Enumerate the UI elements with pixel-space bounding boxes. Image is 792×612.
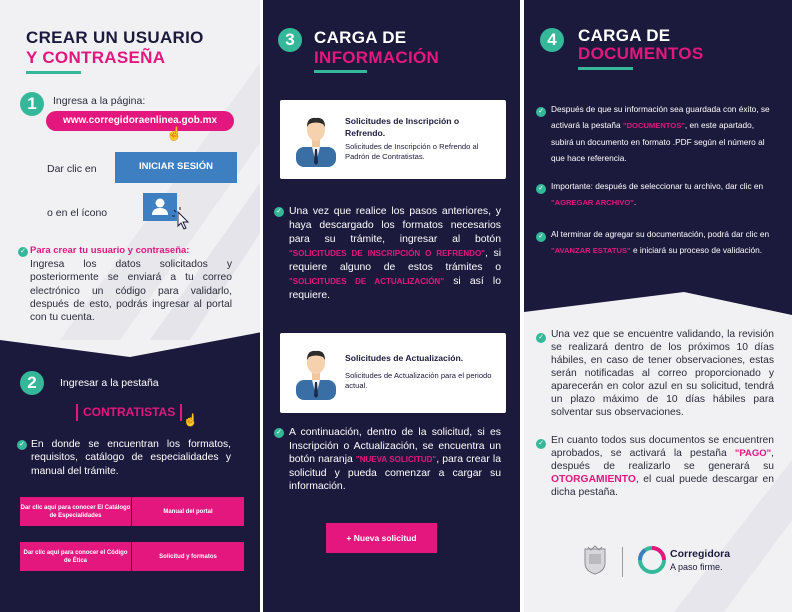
title-line1: CARGA DE bbox=[314, 28, 407, 47]
person-avatar-icon bbox=[290, 346, 342, 400]
check-icon: ✓ bbox=[536, 333, 546, 343]
para2-text: A continuación, dentro de la solicitud, si es Inscripción o Actualización, se encuentra un botón naranja bbox=[289, 427, 501, 465]
card-title: Solicitudes de Inscripción o Refrendo. bbox=[345, 116, 460, 138]
inscription-highlight: "SOLICITUDES DE INSCRIPCIÓN O REFRENDO" bbox=[289, 249, 485, 258]
title-line2: INFORMACIÓN bbox=[314, 48, 440, 67]
para2-text: , para crear la solicitud y pueda comenzar a cargar su información. bbox=[289, 454, 501, 492]
card-update[interactable] bbox=[280, 333, 506, 413]
panel-load-information bbox=[262, 0, 522, 612]
title-underline bbox=[578, 67, 633, 70]
title-line2: Y CONTRASEÑA bbox=[26, 48, 166, 67]
check-icon: ✓ bbox=[274, 428, 284, 438]
person-avatar-icon bbox=[290, 113, 342, 167]
card-subtitle: Solicitudes de Actualización para el periodo actual. bbox=[345, 371, 492, 390]
title-underline bbox=[26, 71, 81, 74]
bullet5-text: En cuanto todos sus documentos se encuentren aprobados, se activará la pestaña bbox=[551, 435, 774, 459]
bullet2-text: . bbox=[633, 197, 637, 207]
check-icon: ✓ bbox=[536, 439, 546, 449]
ethics-code-button[interactable]: Dar clic aquí para conocer el Código de Ética bbox=[20, 542, 131, 571]
step-4-number: 4 bbox=[540, 28, 564, 52]
forms-button[interactable]: Solicitud y formatos bbox=[132, 542, 244, 571]
bullet2 bbox=[551, 178, 776, 211]
step-1-number: 1 bbox=[20, 92, 44, 116]
bullet3-text: e iniciará su proceso de validación. bbox=[632, 245, 763, 255]
advance-status-highlight: "AVANZAR ESTATUS" bbox=[551, 246, 631, 255]
check-icon: ✓ bbox=[536, 184, 546, 194]
bullet2-text: Importante: después de seleccionar tu archivo, dar clic en bbox=[551, 181, 764, 191]
login-button[interactable]: INICIAR SESIÓN bbox=[115, 152, 237, 183]
para1-text: , si requiere alguno de estos trámites o bbox=[289, 248, 502, 273]
card-subtitle: Solicitudes de Inscripción o Refrendo al Padrón de Contratistas. bbox=[345, 142, 479, 161]
panel-separator bbox=[260, 0, 263, 612]
check-icon: ✓ bbox=[536, 232, 546, 242]
card-inscription[interactable] bbox=[280, 100, 506, 179]
logo-divider bbox=[622, 547, 623, 577]
catalog-button[interactable]: Dar clic aquí para conocer El Catálogo de Especialidades bbox=[20, 497, 131, 526]
grant-highlight: OTORGAMIENTO bbox=[551, 474, 636, 485]
bullet3-text: Al terminar de agregar su documentación, podrá dar clic en bbox=[551, 229, 770, 239]
card-title: Solicitudes de Actualización. bbox=[345, 353, 464, 363]
step-2-label: Ingresar a la pestaña bbox=[60, 377, 159, 389]
logo-name: Corregidora bbox=[670, 548, 731, 560]
step-2-number: 2 bbox=[20, 371, 44, 395]
hand-cursor-icon: ☝ bbox=[166, 126, 183, 141]
create-user-heading: Para crear tu usuario y contraseña: bbox=[30, 245, 190, 256]
check-icon: ✓ bbox=[18, 247, 28, 257]
para1 bbox=[289, 205, 501, 303]
payment-highlight: "PAGO" bbox=[734, 448, 772, 459]
title-line2: DOCUMENTOS bbox=[578, 44, 704, 63]
check-icon: ✓ bbox=[274, 207, 284, 217]
click-label: Dar clic en bbox=[47, 163, 97, 175]
para1-text: si así lo requiere. bbox=[289, 276, 502, 301]
icon-label: o en el ícono bbox=[47, 207, 108, 219]
title-line1: CREAR UN USUARIO bbox=[26, 28, 204, 47]
add-file-highlight: "AGREGAR ARCHIVO" bbox=[551, 198, 634, 207]
bullet5 bbox=[551, 434, 774, 499]
corregidora-logo-icon bbox=[637, 545, 667, 575]
bullet1 bbox=[551, 101, 776, 166]
step-1-label: Ingresa a la página: bbox=[53, 95, 146, 107]
update-highlight: "SOLICITUDES DE ACTUALIZACIÓN" bbox=[289, 277, 444, 286]
portal-url-link[interactable]: www.corregidoraenlinea.gob.mx bbox=[46, 111, 234, 131]
hand-cursor-icon: ☝ bbox=[183, 413, 198, 427]
bullet4: Una vez que se encuentre validando, la revisión se realizará dentro de los próximos 10 días hábiles, en caso de tener observaciones, estas serán notificadas al correo proporcionado y aparecerán en color azul en su solicitud, tendrá un plazo máximo de 10 días hábiles para solventar sus observaciones. bbox=[551, 329, 774, 418]
logo-slogan: A paso firme. bbox=[670, 562, 723, 572]
check-icon: ✓ bbox=[536, 107, 546, 117]
para2 bbox=[289, 426, 501, 494]
create-user-body: Ingresa los datos solicitados y posteriormente se enviará a tu correo electrónico un código para validarlo, después de esto, podrás ingresar al portal con tu cuenta. bbox=[30, 259, 232, 324]
panel-load-documents bbox=[524, 0, 792, 612]
bullet1-text: Después de que su información sea guardada con éxito, se activará la pestaña bbox=[551, 104, 770, 130]
coat-of-arms-logo bbox=[582, 545, 608, 575]
step-3-number: 3 bbox=[278, 28, 302, 52]
bullet3 bbox=[551, 226, 776, 259]
title-underline bbox=[314, 70, 367, 73]
documents-highlight: "DOCUMENTOS" bbox=[622, 121, 685, 130]
bullet5-text: , después de realizarlo se generará su bbox=[551, 448, 774, 472]
new-request-button[interactable]: + Nueva solicitud bbox=[326, 523, 437, 553]
pointer-cursor-icon bbox=[170, 206, 194, 230]
bullet5-text: , el cual puede descargar en dicha pestaña. bbox=[551, 474, 774, 498]
tab-contratistas[interactable]: CONTRATISTAS bbox=[76, 404, 182, 421]
para1-text: Una vez que realice los pasos anteriores, y haya descargado los formatos necesarios para su trámite, ingresar al botón bbox=[289, 206, 501, 245]
check-icon: ✓ bbox=[17, 440, 27, 450]
bullet1-text: , en este apartado, subirá un documento en formato .PDF según el número al que hace referencia. bbox=[551, 120, 765, 163]
new-request-highlight: "NUEVA SOLICITUD" bbox=[355, 455, 437, 464]
manual-button[interactable]: Manual del portal bbox=[132, 497, 244, 526]
step-2-body: En donde se encuentran los formatos, requisitos, catálogo de especialidades y manual del trámite. bbox=[31, 439, 231, 477]
title-line1: CARGA DE bbox=[578, 26, 671, 45]
